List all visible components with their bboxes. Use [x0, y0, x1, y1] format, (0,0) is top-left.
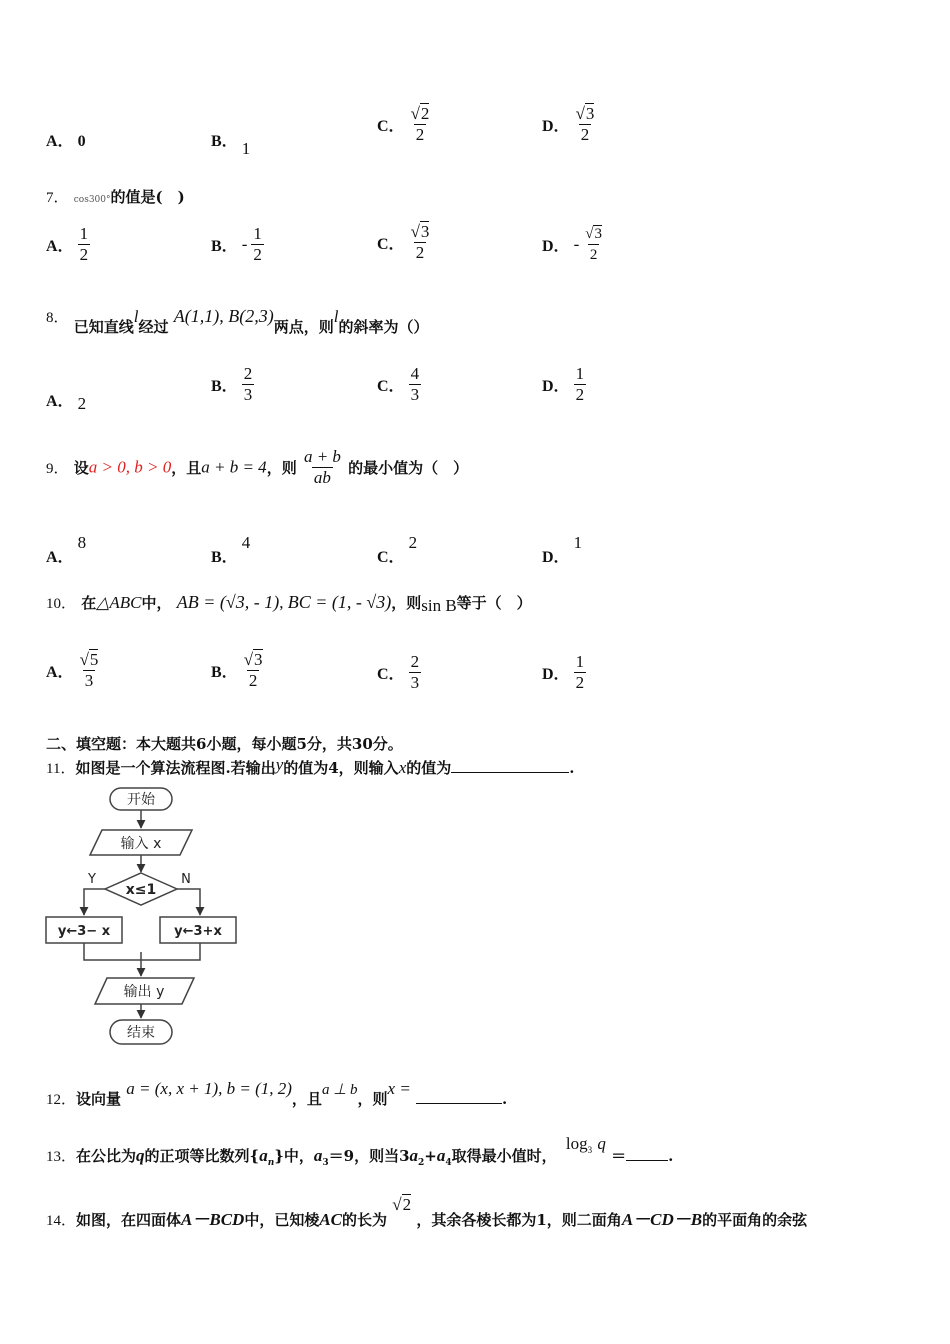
- q10-option-d: D． $\frac{1}{2}$: [542, 652, 585, 692]
- q12-answer-blank[interactable]: [416, 1089, 502, 1104]
- flow-yes-label: Y: [88, 872, 96, 887]
- algorithm-flowchart: [44, 786, 240, 1048]
- q8-option-d: D． $\frac{1}{2}$: [542, 364, 585, 404]
- flow-left-label: y←3− x: [57, 924, 111, 939]
- flow-start-label: 开始: [127, 792, 155, 808]
- q7-option-a: A． $\frac{1}{2}$: [46, 224, 89, 264]
- flow-output-label: 输出 y: [123, 984, 165, 1000]
- flow-end-label: 结束: [127, 1025, 155, 1041]
- q9-option-d: D． 1: [542, 533, 583, 566]
- q6-option-d: D． $\frac{√3}{2}$: [542, 104, 595, 144]
- flow-input-label: 输入 x: [120, 836, 162, 852]
- q7-option-c: C． $\frac{√3}{2}$: [377, 222, 430, 262]
- q14-stem: 14．如图，在四面体A－BCD中，已知棱AC的长为 √2 ，其余各棱长都为1，则二面角A－CD－B的平面角的余弦: [46, 1195, 808, 1229]
- q10-option-a: A． $\frac{√5}{3}$: [46, 650, 99, 690]
- q10-option-b: B． $\frac{√3}{2}$: [211, 650, 263, 690]
- q8-stem: 8． 已知直线l经过 A(1,1), B(2,3)两点，则l的斜率为（）: [46, 306, 429, 336]
- q6-option-b: B． 1: [211, 133, 251, 158]
- q8-option-b: B． $\frac{2}{3}$: [211, 364, 253, 404]
- q13-stem: 13．在公比为q的正项等比数列$\{a_n\}$中，$a_3=9$，则当$3a_2+a_4$取得最小值时， $\log_3 q$ ＝ .: [46, 1134, 674, 1168]
- q13-answer-blank[interactable]: [626, 1146, 668, 1161]
- q9-stem: 9． 设a > 0, b > 0，且a + b = 4，则 $\frac{a + b}{ab}$ 的最小值为（ ）: [46, 447, 469, 487]
- q11-stem: 11．如图是一个算法流程图.若输出y的值为4，则输入x的值为 .: [46, 755, 575, 777]
- q9-option-c: C． 2: [377, 533, 418, 566]
- section-2-heading: 二、填空题：本大题共6小题，每小题5分，共30分。: [46, 735, 403, 753]
- q7-formula-glyph: cos300°: [73, 195, 111, 205]
- q7-stem: 7． cos300°的值是( ): [46, 188, 185, 206]
- q6-option-c: C． $\frac{√2}{2}$: [377, 104, 430, 144]
- flow-cond-label: x≤1: [125, 882, 157, 898]
- q10-stem: 10． 在△ABC中， AB = (√3, - 1), BC = (1, - √3)，则sin B等于（ ）: [46, 592, 532, 615]
- q8-option-c: C． $\frac{4}{3}$: [377, 364, 420, 404]
- flow-right-label: y←3+x: [174, 924, 222, 939]
- q7-option-b: B． - $\frac{1}{2}$: [211, 224, 262, 264]
- q10-option-c: C． $\frac{2}{3}$: [377, 652, 420, 692]
- q7-option-d: D． - $\frac{√3}{2}$: [542, 226, 602, 263]
- flow-no-label: N: [181, 872, 191, 887]
- q9-option-b: B． 4: [211, 533, 251, 566]
- q11-answer-blank[interactable]: [451, 758, 569, 773]
- q12-stem: 12．设向量 a = (x, x + 1), b = (1, 2)，且a ⊥ b，则x = .: [46, 1079, 508, 1108]
- q9-option-a: A． 8: [46, 533, 87, 566]
- q8-option-a: A． 2: [46, 393, 87, 413]
- q6-option-a: A． 0: [46, 133, 86, 150]
